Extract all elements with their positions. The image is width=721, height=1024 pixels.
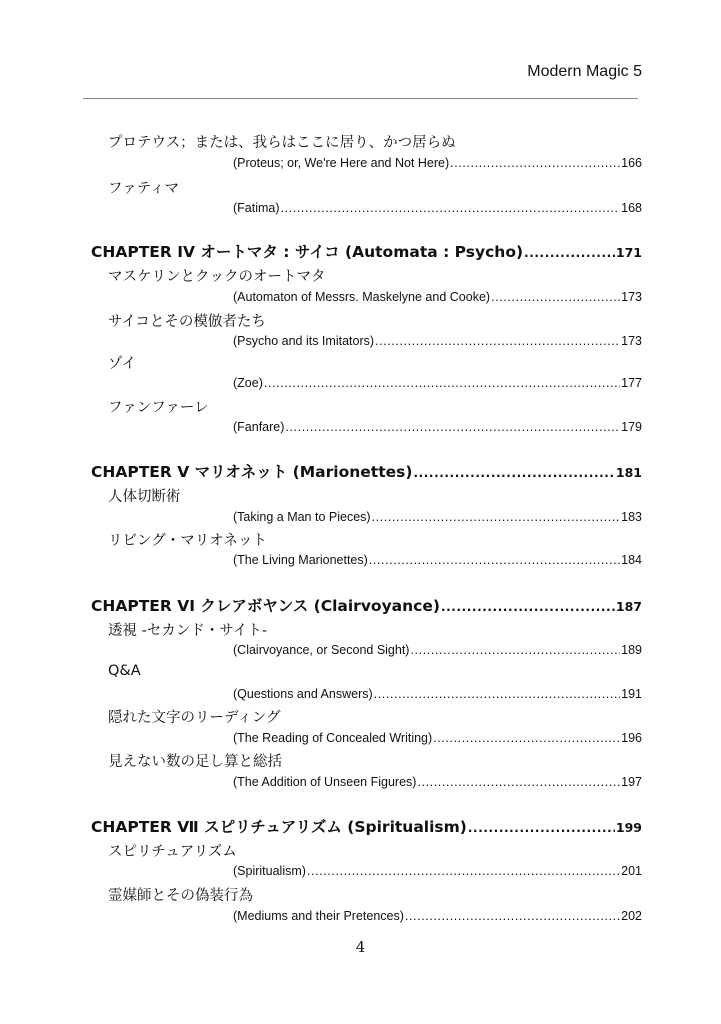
dot-leader <box>375 334 620 348</box>
toc-entry-title: (The Living Marionettes) <box>233 553 368 567</box>
chapter-page: 187 <box>615 599 642 614</box>
chapter-title: CHAPTER Ⅶ スピリチュアリズム (Spiritualism) <box>91 818 467 836</box>
toc-subtitle-jp: ファンファーレ <box>108 400 209 416</box>
toc-entry-page: 179 <box>621 420 642 434</box>
toc-entry <box>233 864 642 878</box>
dot-leader <box>281 201 621 215</box>
toc-subtitle-jp: マスケリンとクックのオートマタ <box>108 269 326 285</box>
chapter-title: CHAPTER IV オートマタ : サイコ (Automata : Psycho) <box>91 243 524 261</box>
toc-entry <box>233 731 642 745</box>
toc-entry-title: (Fanfare) <box>233 420 285 434</box>
toc-entry-page: 166 <box>621 156 642 170</box>
toc-entry-page: 191 <box>621 687 642 701</box>
toc-subtitle-jp: 透視 -セカンド・サイト- <box>108 623 268 639</box>
toc-entry <box>233 156 642 170</box>
toc-entry <box>233 553 642 567</box>
dot-leader <box>491 290 620 304</box>
toc-entry <box>233 201 642 215</box>
toc-subtitle-jp: ゾイ <box>108 356 137 372</box>
toc-entry-title: (Mediums and their Pretences) <box>233 909 404 923</box>
dot-leader <box>433 731 620 745</box>
toc-subtitle-jp: サイコとその模倣者たち <box>108 314 266 330</box>
toc-entry-title: (Proteus; or, We're Here and Not Here) <box>233 156 450 170</box>
toc-chapter-heading <box>91 460 642 482</box>
toc-entry-title: (The Reading of Concealed Writing) <box>233 731 433 745</box>
toc-entry-title: (Fatima) <box>233 201 280 215</box>
toc-entry-title: (Questions and Answers) <box>233 687 373 701</box>
toc-entry <box>233 334 642 348</box>
running-head: Modern Magic 5 <box>527 63 642 80</box>
toc-entry-page: 189 <box>621 643 642 657</box>
chapter-title: CHAPTER V マリオネット (Marionettes) <box>91 463 413 481</box>
toc-entry-page: 197 <box>621 775 642 789</box>
dot-leader <box>307 864 620 878</box>
toc-entry-title: (The Addition of Unseen Figures) <box>233 775 417 789</box>
dot-leader <box>405 909 620 923</box>
toc-subtitle-jp: 霊媒師とその偽装行為 <box>108 888 253 904</box>
toc-chapter-heading <box>91 594 642 616</box>
toc-entry-title: (Automaton of Messrs. Maskelyne and Cooke) <box>233 290 491 304</box>
dot-leader <box>410 643 620 657</box>
dot-leader <box>374 687 620 701</box>
toc-entry-page: 173 <box>621 334 642 348</box>
dot-leader <box>524 243 615 261</box>
toc-entry-page: 202 <box>621 909 642 923</box>
toc-entry <box>233 420 642 434</box>
toc-chapter-heading <box>91 815 642 837</box>
toc-entry-page: 196 <box>621 731 642 745</box>
dot-leader <box>285 420 620 434</box>
toc-entry <box>233 290 642 304</box>
toc-entry-page: 183 <box>621 510 642 524</box>
toc-subtitle-jp: 隠れた文字のリーディング <box>108 710 281 726</box>
chapter-page: 171 <box>615 245 642 260</box>
toc-entry <box>233 775 642 789</box>
header-rule <box>83 98 638 99</box>
toc-entry <box>233 376 642 390</box>
toc-entry-page: 201 <box>621 864 642 878</box>
toc-subtitle-jp: 見えない数の足し算と総括 <box>108 754 282 770</box>
toc-subtitle-jp: 人体切断術 <box>108 489 181 505</box>
dot-leader <box>417 775 620 789</box>
toc-subtitle-jp: ファティマ <box>108 181 180 197</box>
toc-subtitle-jp: プロテウス；または、我らはここに居り、かつ居らぬ <box>108 135 456 151</box>
chapter-title: CHAPTER VI クレアボヤンス (Clairvoyance) <box>91 597 440 615</box>
toc-entry <box>233 687 642 701</box>
toc-entry-page: 184 <box>621 553 642 567</box>
dot-leader <box>372 510 621 524</box>
chapter-page: 199 <box>615 820 642 835</box>
toc-subtitle-jp: スピリチュアリズム <box>108 844 237 860</box>
toc-entry-page: 177 <box>621 376 642 390</box>
dot-leader <box>369 553 620 567</box>
toc-chapter-heading <box>91 240 642 262</box>
toc-entry-page: 168 <box>621 201 642 215</box>
toc-entry <box>233 909 642 923</box>
page-number: 4 <box>355 938 366 956</box>
toc-entry-title: (Zoe) <box>233 376 263 390</box>
toc-subtitle-jp: Q&A <box>108 663 141 679</box>
toc-entry <box>233 643 642 657</box>
toc-entry-title: (Taking a Man to Pieces) <box>233 510 371 524</box>
toc-subtitle-jp: リビング・マリオネット <box>108 533 267 549</box>
dot-leader <box>264 376 620 390</box>
chapter-page: 181 <box>615 465 642 480</box>
dot-leader <box>468 818 615 836</box>
toc-entry-title: (Spiritualism) <box>233 864 306 878</box>
dot-leader <box>441 597 615 615</box>
dot-leader <box>450 156 620 170</box>
dot-leader <box>413 463 614 481</box>
toc-entry-page: 173 <box>621 290 642 304</box>
toc-entry-title: (Clairvoyance, or Second Sight) <box>233 643 410 657</box>
toc-entry <box>233 510 642 524</box>
toc-entry-title: (Psycho and its Imitators) <box>233 334 375 348</box>
